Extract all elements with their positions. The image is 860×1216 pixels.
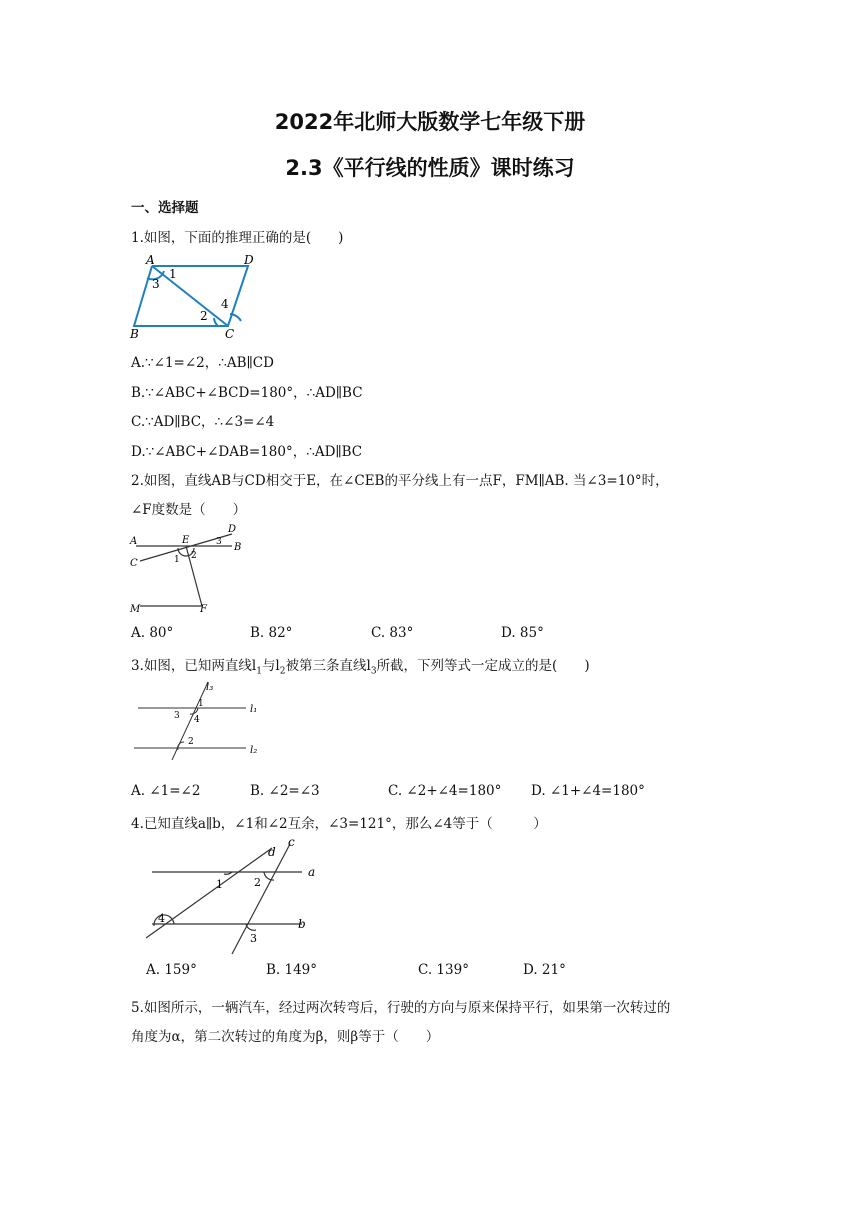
q3-stem: 3.如图，已知两直线$l_1$与$l_2$被第三条直线$l_3$所截，下列等式一定成立的是( )	[131, 658, 590, 677]
q3-label-l1: l₁	[250, 704, 258, 715]
q4-option-a: A. 159°	[146, 962, 197, 978]
q2-label-E: E	[182, 535, 190, 546]
q5-stem-line1: 5.如图所示，一辆汽车，经过两次转弯后，行驶的方向与原来保持平行，如果第一次转过的	[131, 1000, 671, 1016]
q4-label-d: d	[268, 845, 276, 859]
q2-label-D: D	[228, 524, 237, 535]
q4-label-c: c	[288, 835, 295, 849]
q2-label-A: A	[130, 536, 138, 547]
q1-stem: 1.如图，下面的推理正确的是( )	[131, 230, 344, 246]
q1-label-1: 1	[169, 267, 177, 281]
q3-option-c: C. ∠2+∠4=180°	[388, 783, 502, 799]
q4-stem: 4.已知直线a∥b，∠1和∠2互余，∠3=121°，那么∠4等于（ ）	[131, 816, 547, 832]
q3-label-3: 3	[174, 711, 180, 721]
q2-label-3: 3	[216, 537, 222, 547]
document-title: 2022年北师大版数学七年级下册	[274, 110, 586, 134]
q4-option-b: B. 149°	[266, 962, 318, 978]
q1-label-C: C	[225, 327, 235, 340]
q2-label-1: 1	[174, 555, 180, 565]
q1-label-B: B	[130, 327, 139, 340]
q3-label-l3: l₃	[206, 682, 214, 693]
q1-label-3: 3	[152, 277, 160, 291]
q3-label-2: 2	[188, 737, 194, 747]
q4-option-c: C. 139°	[418, 962, 469, 978]
q2-option-d: D. 85°	[501, 625, 544, 641]
q2-label-M: M	[130, 604, 141, 614]
q2-figure	[128, 522, 248, 614]
q2-option-a: A. 80°	[131, 625, 174, 641]
q1-label-D: D	[244, 253, 254, 267]
q1-label-A: A	[146, 253, 155, 267]
q1-option-a: A.∵∠1=∠2，∴AB∥CD	[131, 355, 274, 371]
q4-label-1: 1	[216, 878, 223, 891]
q1-option-c: C.∵AD∥BC，∴∠3=∠4	[131, 414, 275, 430]
q4-label-3: 3	[250, 932, 257, 945]
q1-option-d: D.∵∠ABC+∠DAB=180°，∴AD∥BC	[131, 444, 363, 460]
q5-stem-line2: 角度为α，第二次转过的角度为β，则β等于（ ）	[131, 1029, 440, 1045]
section-heading: 一、选择题	[131, 200, 199, 216]
q1-option-b: B.∵∠ABC+∠BCD=180°，∴AD∥BC	[131, 385, 363, 401]
q4-figure	[140, 834, 330, 956]
q2-stem-line2: ∠F度数是（ ）	[131, 502, 247, 518]
q3-label-l2: l₂	[250, 745, 258, 756]
q3-option-d: D. ∠1+∠4=180°	[531, 783, 645, 799]
q4-label-2: 2	[254, 876, 261, 889]
q2-option-c: C. 83°	[371, 625, 414, 641]
q2-label-B: B	[234, 542, 242, 553]
q2-option-b: B. 82°	[250, 625, 293, 641]
document-subtitle: 2.3《平行线的性质》课时练习	[285, 156, 575, 180]
q4-label-a: a	[308, 865, 316, 879]
q2-label-F: F	[200, 604, 207, 614]
q4-option-d: D. 21°	[523, 962, 566, 978]
q3-label-4: 4	[194, 715, 200, 725]
q3-figure	[128, 678, 268, 760]
q1-label-2: 2	[200, 309, 208, 323]
q2-label-C: C	[130, 558, 138, 569]
q1-figure	[128, 250, 268, 340]
q1-label-4: 4	[221, 297, 229, 311]
q4-label-b: b	[298, 917, 306, 931]
q2-label-2: 2	[191, 551, 197, 561]
q4-label-4: 4	[158, 912, 165, 925]
q3-label-1: 1	[198, 699, 204, 709]
q3-option-b: B. ∠2=∠3	[250, 783, 320, 799]
q3-option-a: A. ∠1=∠2	[131, 783, 201, 799]
q2-stem-line1: 2.如图，直线AB与CD相交于E，在∠CEB的平分线上有一点F，FM∥AB. 当∠3=10°时，	[131, 473, 669, 489]
